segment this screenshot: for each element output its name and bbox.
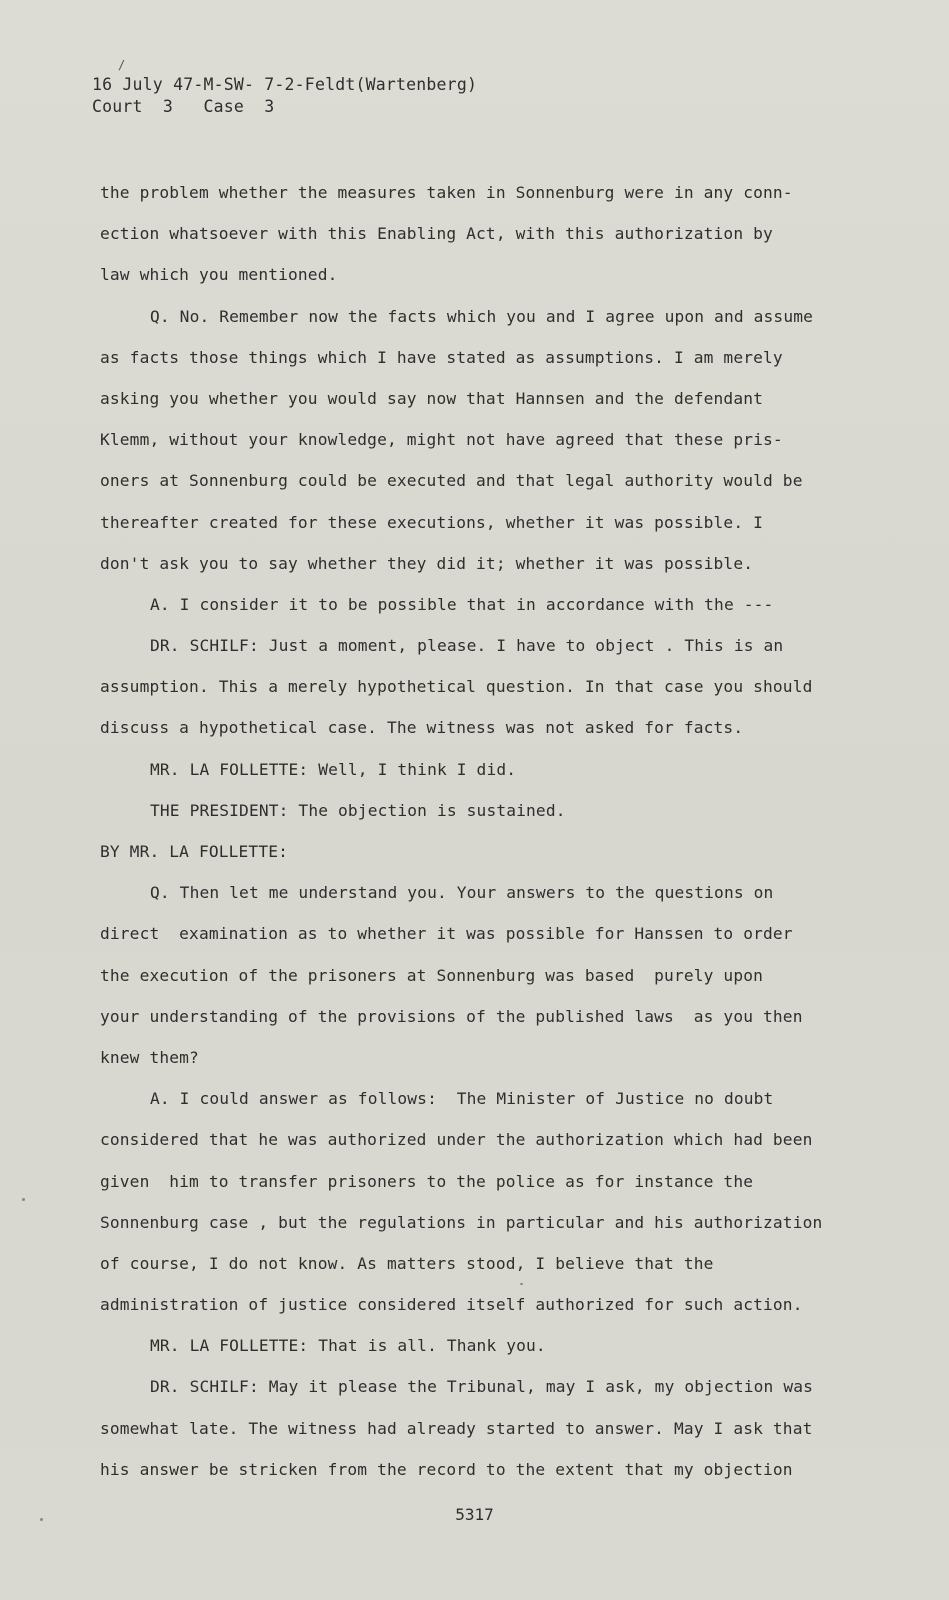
text-line: as facts those things which I have stated as assumptions. I am merely xyxy=(100,347,783,367)
text-line: administration of justice considered itself authorized for such action. xyxy=(100,1295,803,1315)
text-line: MR. LA FOLLETTE: That is all. Thank you. xyxy=(150,1336,546,1356)
page-number: 5317 xyxy=(455,1505,494,1524)
text-line: asking you whether you would say now that Hannsen and the defendant xyxy=(100,388,764,408)
text-line: DR. SCHILF: Just a moment, please. I have to object . This is an xyxy=(150,636,784,656)
text-line: A. I could answer as follows: The Minister of Justice no doubt xyxy=(150,1089,774,1109)
text-line: considered that he was authorized under the authorization which had been xyxy=(100,1130,813,1150)
text-line: Sonnenburg case , but the regulations in particular and his authorization xyxy=(100,1212,823,1232)
document-header xyxy=(92,74,477,118)
text-line: BY MR. LA FOLLETTE: xyxy=(100,842,289,861)
header-line-1: 16 July 47-M-SW- 7-2-Feldt(Wartenberg) xyxy=(92,75,478,94)
text-line: discuss a hypothetical case. The witness was not asked for facts. xyxy=(100,718,744,738)
text-line: the execution of the prisoners at Sonnenburg was based purely upon xyxy=(100,965,764,985)
text-line: of course, I do not know. As matters stood, I believe that the xyxy=(100,1253,714,1273)
text-line: the problem whether the measures taken in Sonnenburg were in any conn- xyxy=(100,183,793,202)
text-line: DR. SCHILF: May it please the Tribunal, may I ask, my objection was xyxy=(150,1377,814,1397)
text-line: THE PRESIDENT: The objection is sustained. xyxy=(150,800,566,820)
text-line: A. I consider it to be possible that in accordance with the --- xyxy=(150,594,774,614)
header-line-2: Court 3 Case 3 xyxy=(92,97,275,116)
text-line: don't ask you to say whether they did it; whether it was possible. xyxy=(100,553,754,573)
text-line: knew them? xyxy=(100,1047,199,1067)
paper-speck xyxy=(22,1198,25,1201)
text-line: given him to transfer prisoners to the police as for instance the xyxy=(100,1171,754,1191)
text-line: law which you mentioned. xyxy=(100,265,338,285)
paper-speck xyxy=(520,1283,523,1285)
text-line: thereafter created for these executions, whether it was possible. I xyxy=(100,512,764,532)
text-line: Q. Then let me understand you. Your answers to the questions on xyxy=(150,883,774,903)
text-line: your understanding of the provisions of the published laws as you then xyxy=(100,1006,803,1026)
text-line: assumption. This a merely hypothetical question. In that case you should xyxy=(100,677,813,697)
text-line: his answer be stricken from the record to the extent that my objection xyxy=(100,1459,793,1479)
text-line: Klemm, without your knowledge, might not have agreed that these pris- xyxy=(100,430,783,450)
text-line: oners at Sonnenburg could be executed and that legal authority would be xyxy=(100,471,803,491)
text-line: MR. LA FOLLETTE: Well, I think I did. xyxy=(150,759,517,779)
transcript-body xyxy=(100,172,840,1490)
text-line: Q. No. Remember now the facts which you and I agree upon and assume xyxy=(150,306,814,326)
text-line: somewhat late. The witness had already started to answer. May I ask that xyxy=(100,1418,813,1438)
text-line: ection whatsoever with this Enabling Act, with this authorization by xyxy=(100,224,773,244)
text-line: direct examination as to whether it was possible for Hanssen to order xyxy=(100,924,793,944)
paper-speck xyxy=(40,1518,43,1521)
tick-mark: / xyxy=(118,58,126,72)
